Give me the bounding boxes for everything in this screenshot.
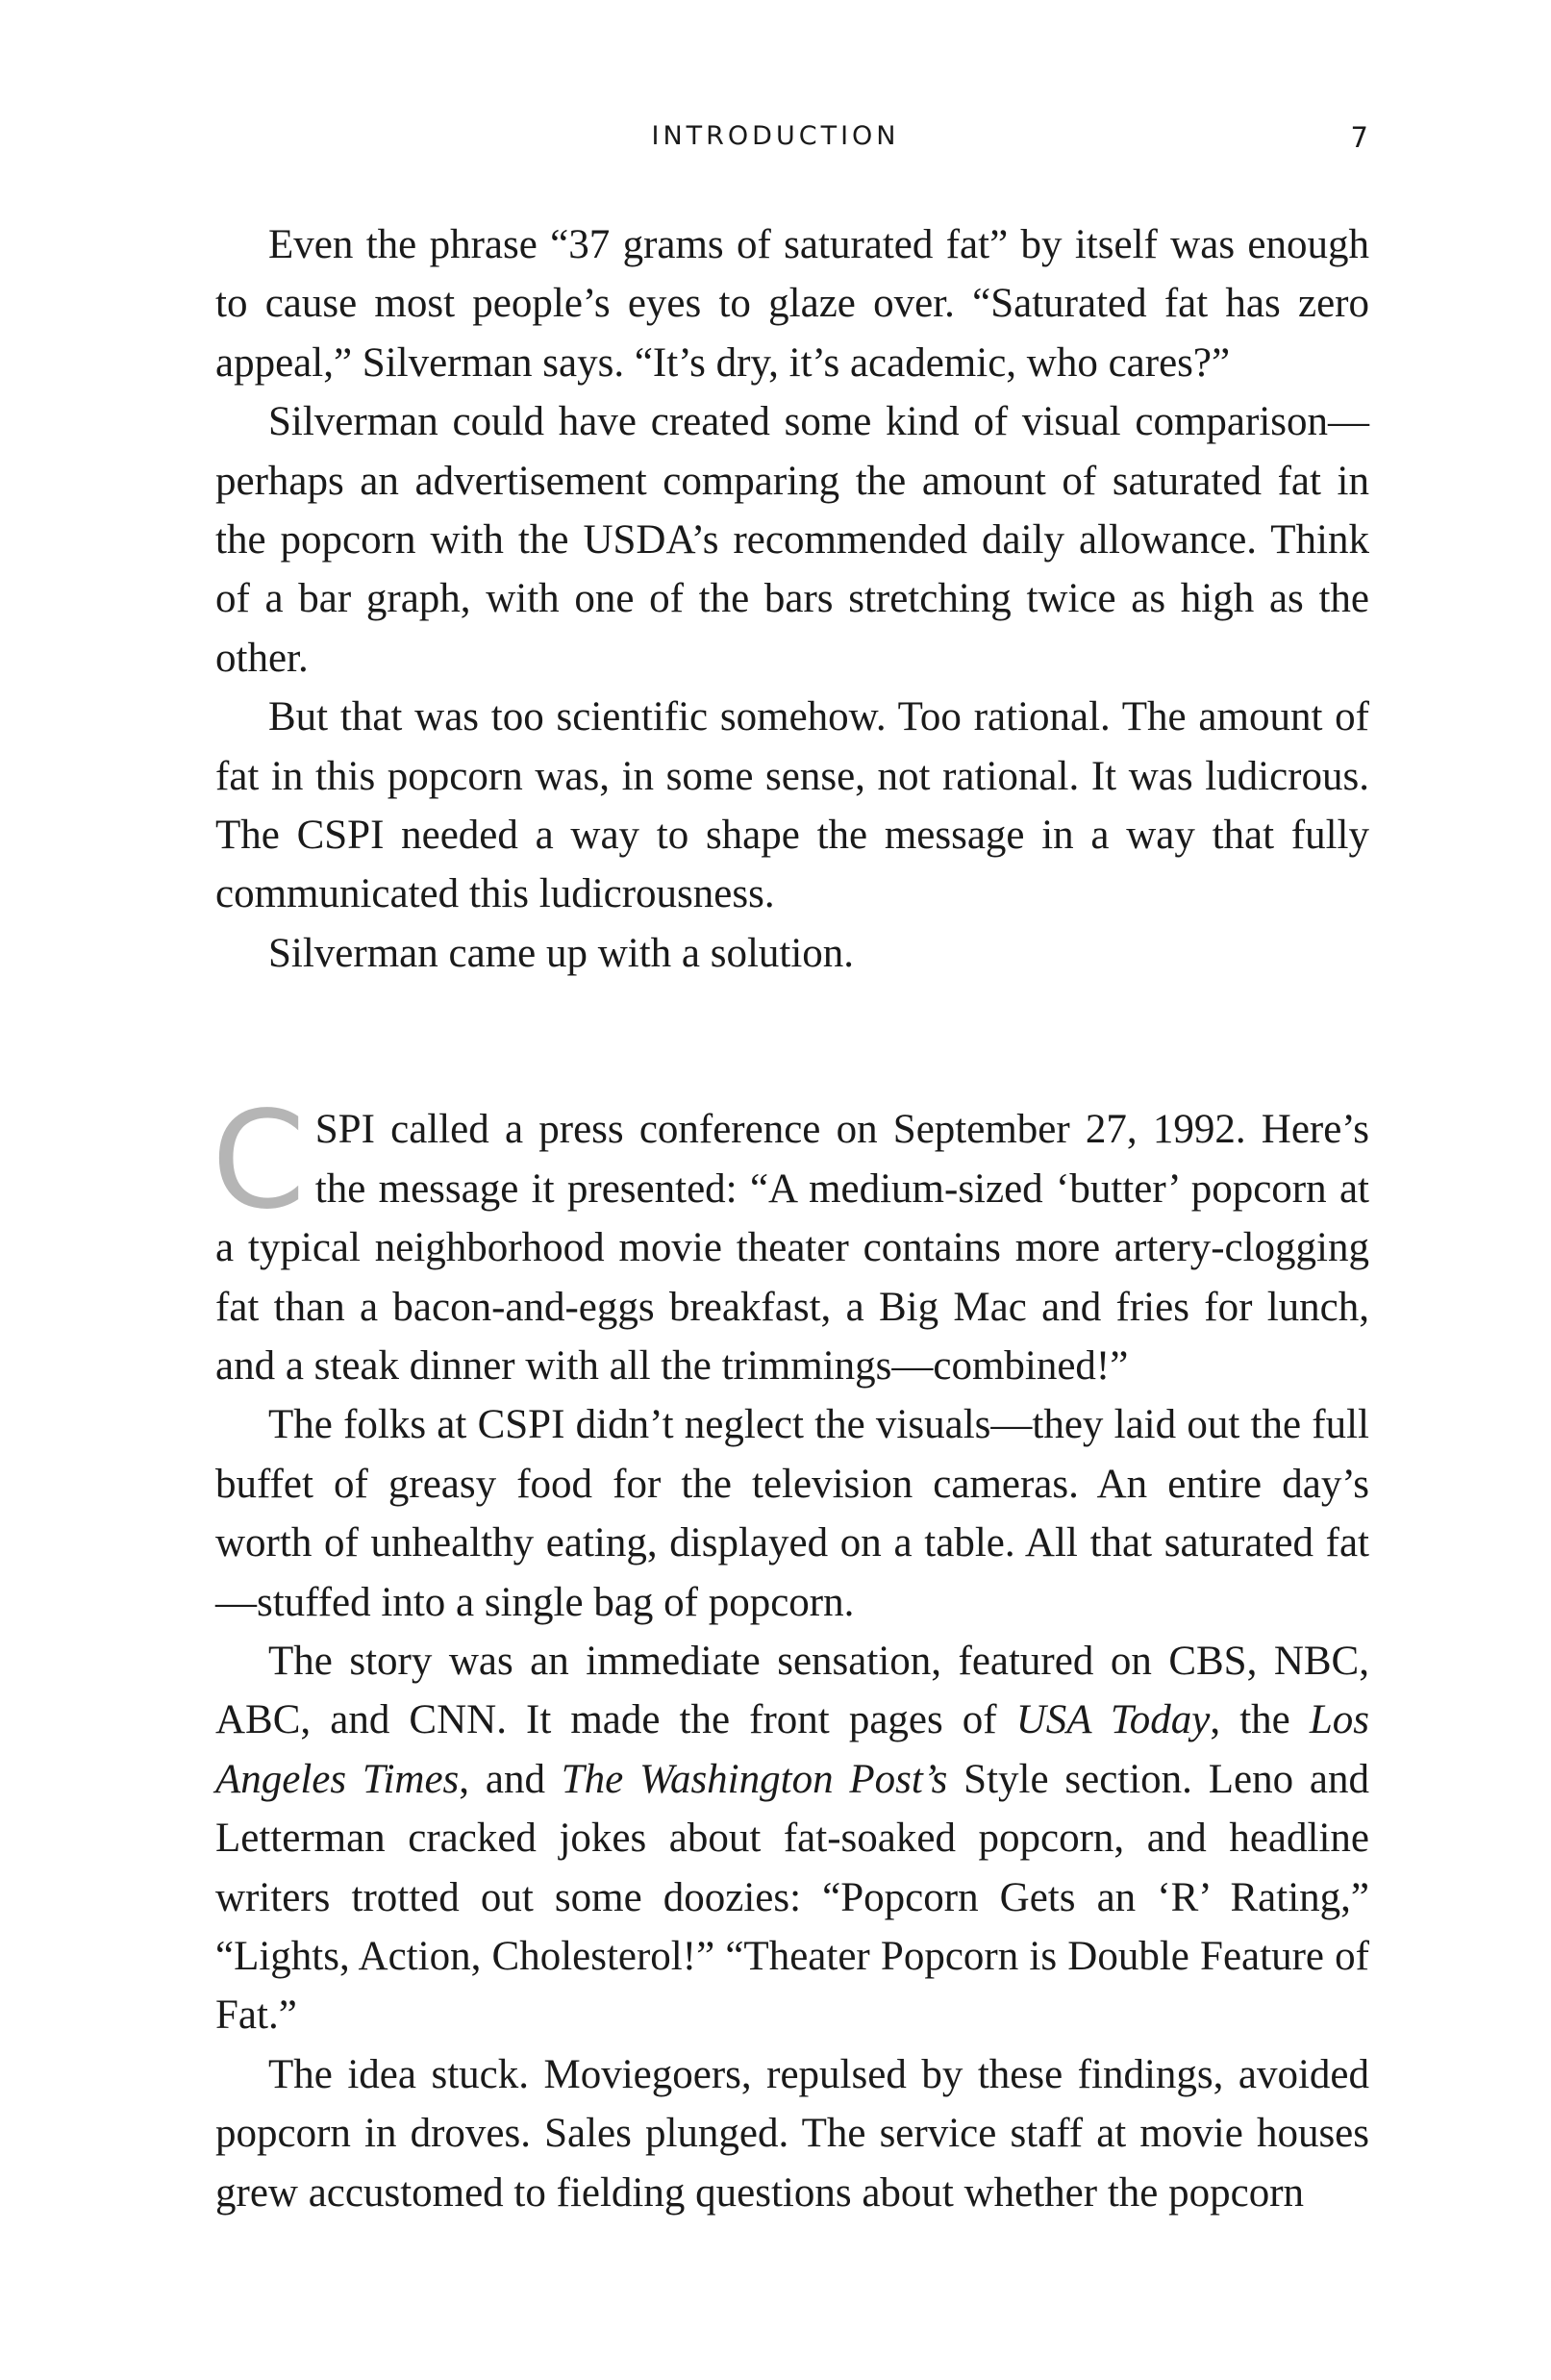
section-opener-text: SPI called a press conference on September 27, 1992. Here’s the message it presented: “A medium-sized ‘butter’ popcorn at a typical neighborhood movie theater contains more artery-clogging fat than a bacon-and-eggs breakfast, a Big Mac and fries for lunch, and a steak dinner with all the trimmings—combined!” <box>215 1107 1369 1389</box>
text-run: The story was an immediate sensation, featured on CBS, NBC, ABC, and CNN. It made the front pages of <box>215 1638 1369 1743</box>
paragraph <box>215 1632 1369 2045</box>
paragraph: Silverman could have created some kind of visual comparison—perhaps an advertisement comparing the amount of saturated fat in the popcorn with the USDA’s recommended daily allowance. Think of a bar graph, with one of the bars stretching twice as high as the other. <box>215 399 1369 681</box>
paragraph: The idea stuck. Moviegoers, repulsed by these findings, avoided popcorn in droves. Sales plunged. The service staff at movie houses grew accustomed to fielding questions about whether the popcorn <box>215 2051 1369 2216</box>
paragraph: Even the phrase “37 grams of saturated fat” by itself was enough to cause most people’s eyes to glaze over. “Saturated fat has zero appeal,” Silverman says. “It’s dry, it’s academic, who cares?” <box>215 222 1369 386</box>
running-head <box>0 115 1551 154</box>
paragraph: The folks at CSPI didn’t neglect the visuals—they laid out the full buffet of greasy food for the television cameras. An entire day’s worth of unhealthy eating, displayed on a table. All that saturated fat—stuffed into a single bag of popcorn. <box>215 1402 1369 1625</box>
section-opener-paragraph <box>212 1083 1369 1395</box>
body-text <box>212 215 1369 2222</box>
publication-title: The Washington Post’s <box>561 1756 948 1802</box>
text-run: Style section. Leno and Letterman cracked jokes about fat-soaked popcorn, and headline writers trotted out some doozies: “Popcorn Gets an ‘R’ Rating,” “Lights, Action, Cholesterol!” “Theater Popcorn is Double Feature of Fat.” <box>215 1756 1369 2039</box>
paragraph: Silverman came up with a solution. <box>268 930 855 976</box>
text-run: , the <box>1210 1697 1310 1743</box>
publication-title: USA Today <box>1015 1697 1211 1743</box>
page-number: 7 <box>1350 121 1368 154</box>
paragraph: But that was too scientific somehow. Too rational. The amount of fat in this popcorn was, in some sense, not rational. It was ludicrous. The CSPI needed a way to shape the message in a way that fully communicated this ludicrousness. <box>215 694 1369 917</box>
section-break <box>215 983 1369 1100</box>
running-title: INTRODUCTION <box>651 121 900 151</box>
text-run: , and <box>459 1756 562 1802</box>
publication-title: Los Angeles Times <box>215 1697 1369 1802</box>
drop-cap: C <box>212 1083 306 1240</box>
